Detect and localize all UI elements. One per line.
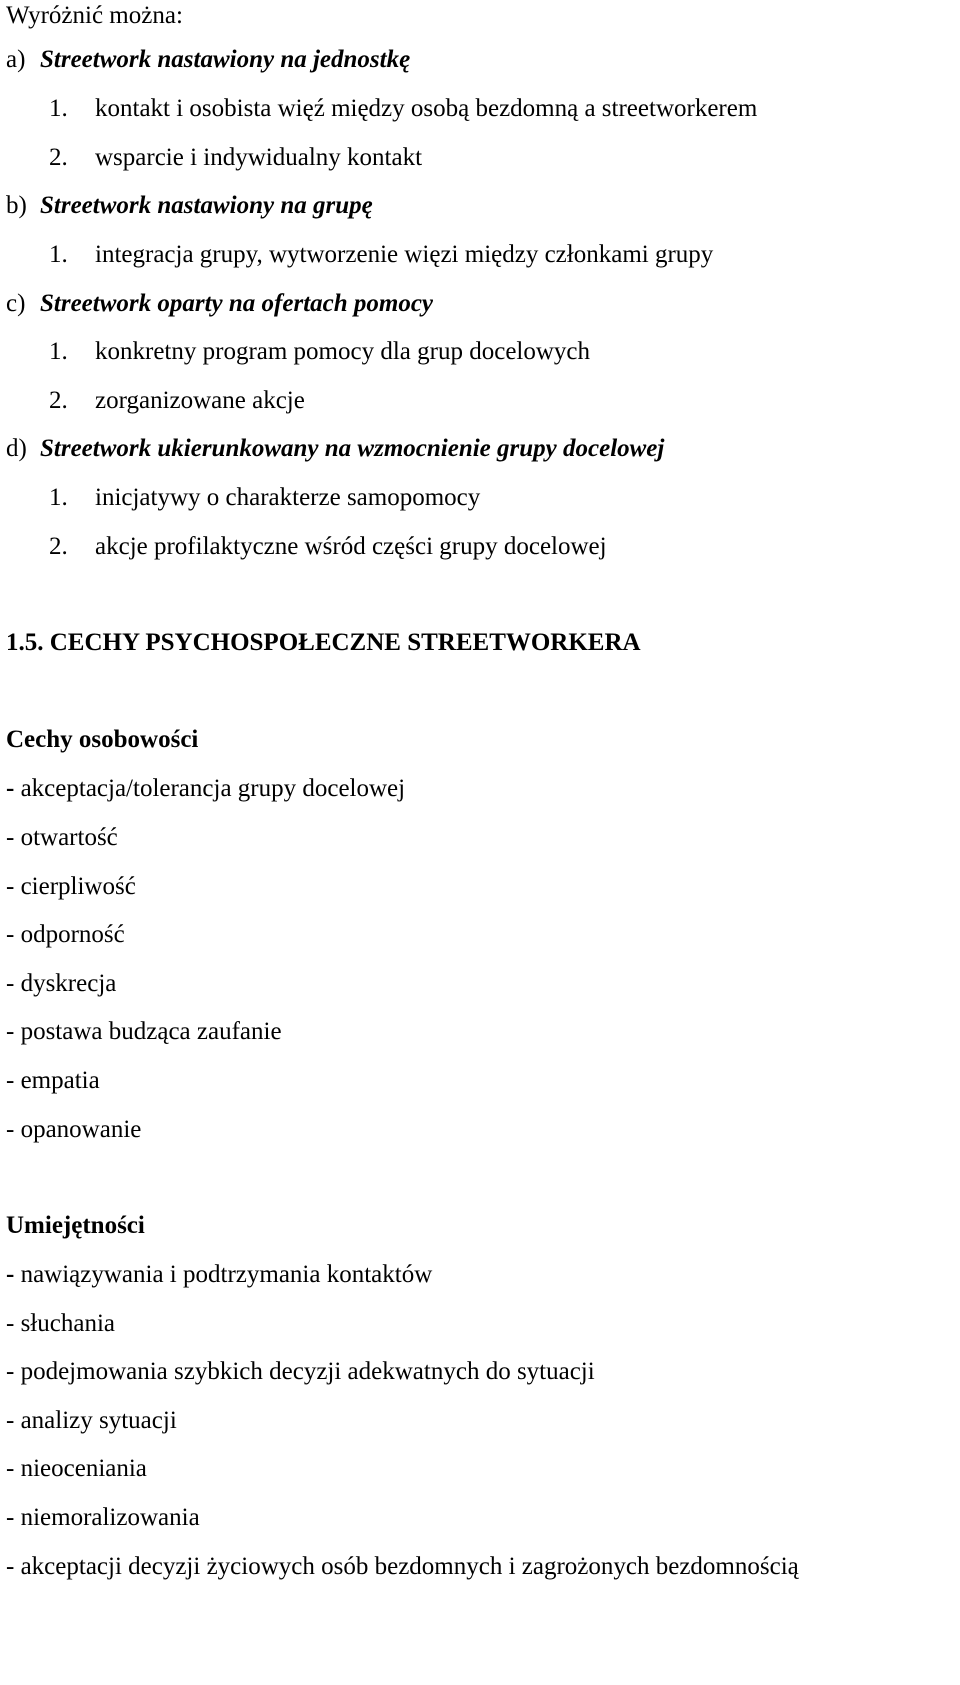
trait-item <box>6 1065 100 1097</box>
list-item-text: akcje profilaktyczne wśród części grupy docelowej <box>95 533 607 560</box>
trait-text: postawa budząca zaufanie <box>20 1018 282 1045</box>
dash-marker: - <box>6 1067 15 1094</box>
dash-marker: - <box>6 1504 15 1531</box>
list-marker: 1. <box>49 241 68 268</box>
skill-text: nieoceniania <box>20 1455 147 1482</box>
type-d-item-2 <box>49 531 607 563</box>
list-item-text: integracja grupy, wytworzenie więzi między członkami grupy <box>95 241 714 268</box>
skill-item <box>6 1405 177 1437</box>
type-c-item-2 <box>49 385 305 417</box>
skills-heading: Umiejętności <box>6 1212 145 1239</box>
trait-text: empatia <box>20 1067 100 1094</box>
type-d-heading <box>6 433 664 465</box>
skill-text: nawiązywania i podtrzymania kontaktów <box>20 1261 433 1288</box>
trait-item <box>6 822 118 854</box>
type-a-heading <box>6 44 410 76</box>
trait-text: dyskrecja <box>20 970 117 997</box>
type-b-heading <box>6 190 373 222</box>
type-c-title: Streetwork oparty na ofertach pomocy <box>40 290 434 317</box>
dash-marker: - <box>6 1116 15 1143</box>
dash-marker: - <box>6 1261 15 1288</box>
dash-marker: - <box>6 1358 15 1385</box>
skill-item <box>6 1356 595 1388</box>
trait-text: cierpliwość <box>20 873 136 900</box>
skill-text: analizy sytuacji <box>20 1407 177 1434</box>
skill-item <box>6 1453 147 1485</box>
list-marker: 2. <box>49 533 68 560</box>
trait-item <box>6 968 116 1000</box>
dash-marker: - <box>6 1553 15 1580</box>
list-marker: 2. <box>49 144 68 171</box>
trait-item <box>6 919 125 951</box>
list-item-text: inicjatywy o charakterze samopomocy <box>95 484 481 511</box>
section-heading: 1.5. CECHY PSYCHOSPOŁECZNE STREETWORKERA <box>6 629 641 656</box>
type-d-item-1 <box>49 482 480 514</box>
intro-text: Wyróżnić można: <box>6 2 183 29</box>
trait-item <box>6 1114 141 1146</box>
list-marker: 2. <box>49 387 68 414</box>
type-c-heading <box>6 288 433 320</box>
skill-text: niemoralizowania <box>20 1504 200 1531</box>
dash-marker: - <box>6 873 15 900</box>
type-a-item-2 <box>49 142 422 174</box>
type-b-item-1 <box>49 239 713 271</box>
list-item-text: kontakt i osobista więź między osobą bezdomną a streetworkerem <box>95 95 758 122</box>
trait-item <box>6 1016 282 1048</box>
trait-text: odporność <box>20 921 125 948</box>
trait-text: akceptacja/tolerancja grupy docelowej <box>20 775 406 802</box>
trait-text: otwartość <box>20 824 118 851</box>
dash-marker: - <box>6 1407 15 1434</box>
dash-marker: - <box>6 1018 15 1045</box>
type-a-marker: a) <box>6 46 26 73</box>
type-d-marker: d) <box>6 435 27 462</box>
trait-item <box>6 871 136 903</box>
skill-text: podejmowania szybkich decyzji adekwatnych do sytuacji <box>20 1358 595 1385</box>
list-marker: 1. <box>49 338 68 365</box>
dash-marker: - <box>6 1310 15 1337</box>
list-marker: 1. <box>49 95 68 122</box>
skill-item <box>6 1502 200 1534</box>
type-b-title: Streetwork nastawiony na grupę <box>40 192 373 219</box>
list-marker: 1. <box>49 484 68 511</box>
skill-item <box>6 1308 115 1340</box>
dash-marker: - <box>6 775 15 802</box>
type-c-marker: c) <box>6 290 26 317</box>
traits-heading: Cechy osobowości <box>6 726 199 753</box>
dash-marker: - <box>6 921 15 948</box>
skill-item <box>6 1551 799 1583</box>
dash-marker: - <box>6 824 15 851</box>
trait-text: opanowanie <box>20 1116 142 1143</box>
type-c-item-1 <box>49 336 590 368</box>
trait-item <box>6 773 405 805</box>
list-item-text: zorganizowane akcje <box>95 387 305 414</box>
type-a-title: Streetwork nastawiony na jednostkę <box>40 46 411 73</box>
skill-text: słuchania <box>20 1310 115 1337</box>
type-a-item-1 <box>49 93 757 125</box>
skill-text: akceptacji decyzji życiowych osób bezdomnych i zagrożonych bezdomnością <box>20 1553 799 1580</box>
dash-marker: - <box>6 1455 15 1482</box>
dash-marker: - <box>6 970 15 997</box>
list-item-text: konkretny program pomocy dla grup docelowych <box>95 338 591 365</box>
skill-item <box>6 1259 432 1291</box>
type-b-marker: b) <box>6 192 27 219</box>
type-d-title: Streetwork ukierunkowany na wzmocnienie grupy docelowej <box>40 435 665 462</box>
list-item-text: wsparcie i indywidualny kontakt <box>95 144 423 171</box>
